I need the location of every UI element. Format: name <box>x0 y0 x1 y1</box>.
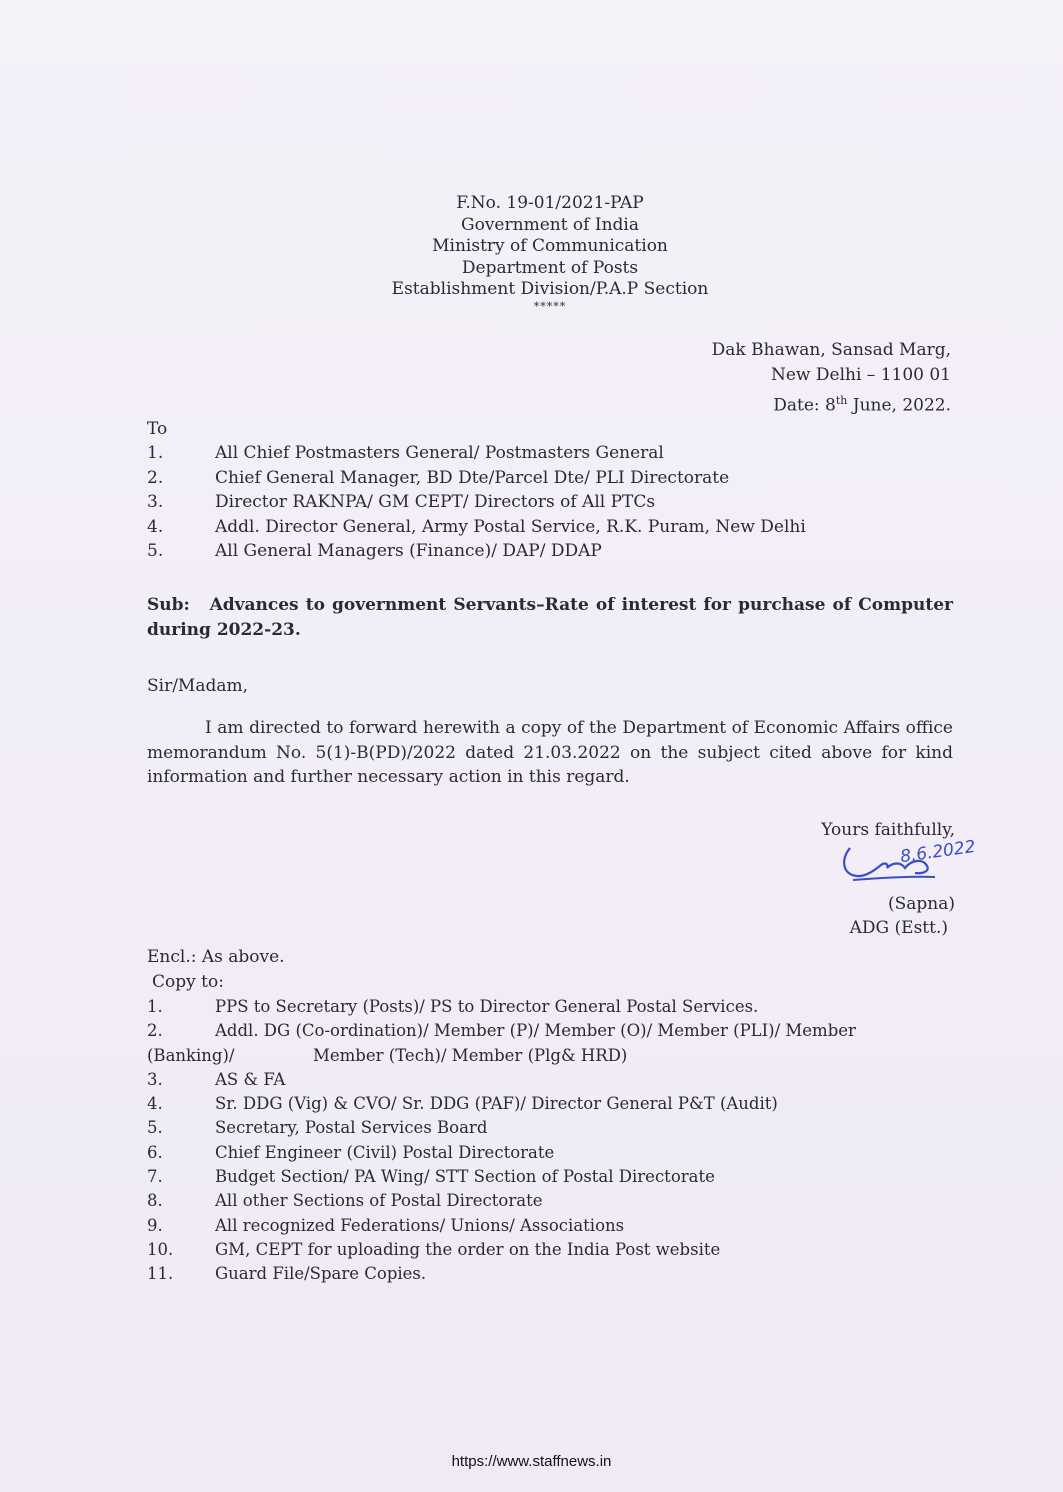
subject-line: Sub: Advances to government Servants–Rate of interest for purchase of Computer during 2022-23. <box>147 595 953 640</box>
list-item <box>147 1165 856 1189</box>
division-name: Establishment Division/P.A.P Section <box>391 279 709 299</box>
item-number: 9. <box>147 1215 163 1235</box>
item-text: AS & FA <box>215 1069 286 1089</box>
header-stars: ***** <box>533 299 567 313</box>
list-item <box>147 466 806 491</box>
item-text: Guard File/Spare Copies. <box>215 1264 427 1284</box>
item-number: 3. <box>147 1069 163 1089</box>
list-item <box>147 995 856 1019</box>
item-text-cont2: Member (Tech)/ Member (Plg& HRD) <box>313 1045 628 1065</box>
item-number: 5. <box>147 1118 163 1138</box>
list-item <box>147 1116 856 1140</box>
item-number: 2. <box>147 467 164 488</box>
copy-to-list <box>147 995 856 1287</box>
item-text: Chief General Manager, BD Dte/Parcel Dte/ PLI Directorate <box>215 467 730 488</box>
body-paragraph: I am directed to forward herewith a copy of the Department of Economic Affairs office memorandum No. 5(1)-B(PD)/2022 dated 21.03.2022 on the subject cited above for kind information and further necessary action in this regard. <box>147 718 953 787</box>
signatory-name: (Sapna) <box>887 894 955 914</box>
item-number: 3. <box>147 492 164 512</box>
list-item <box>147 441 806 466</box>
item-number: 4. <box>147 1094 163 1114</box>
to-label: To <box>147 419 168 439</box>
item-number: 8. <box>147 1191 163 1211</box>
list-item <box>147 490 806 515</box>
letter-header <box>300 193 800 313</box>
item-text: Secretary, Postal Services Board <box>215 1118 488 1138</box>
ministry-name: Ministry of Communication <box>432 236 668 256</box>
item-text: GM, CEPT for uploading the order on the India Post website <box>215 1239 721 1259</box>
item-text: All Chief Postmasters General/ Postmasters General <box>215 443 664 463</box>
item-number: 1. <box>147 443 164 463</box>
item-text: Addl. Director General, Army Postal Service, R.K. Puram, New Delhi <box>215 516 806 537</box>
address-block <box>712 338 951 419</box>
list-item <box>147 1189 856 1213</box>
enclosure: Encl.: As above. <box>147 947 285 967</box>
list-item-continuation <box>147 1044 856 1068</box>
address-line-1: Dak Bhawan, Sansad Marg, <box>711 340 951 360</box>
address-line-2: New Delhi – 1100 01 <box>770 365 951 385</box>
recipient-list <box>147 441 806 564</box>
item-text: Budget Section/ PA Wing/ STT Section of Postal Directorate <box>215 1167 715 1187</box>
item-text: All recognized Federations/ Unions/ Associations <box>215 1215 625 1235</box>
list-item <box>147 1262 856 1286</box>
item-number: 10. <box>147 1239 174 1259</box>
list-item <box>147 1068 856 1092</box>
item-text: Director RAKNPA/ GM CEPT/ Directors of All PTCs <box>215 492 656 512</box>
item-text: Addl. DG (Co-ordination)/ Member (P)/ Member (O)/ Member (PLI)/ Member <box>215 1021 856 1041</box>
copy-to-label: Copy to: <box>152 972 224 992</box>
item-text: All other Sections of Postal Directorate <box>215 1191 543 1211</box>
item-text: Chief Engineer (Civil) Postal Directorate <box>215 1142 555 1162</box>
letter-date: Date: 8th June, 2022. <box>773 394 951 416</box>
item-number: 4. <box>147 516 164 537</box>
item-number: 2. <box>147 1021 163 1041</box>
item-text: PPS to Secretary (Posts)/ PS to Director General Postal Services. <box>215 997 759 1016</box>
item-number: 6. <box>147 1142 163 1162</box>
item-number: 7. <box>147 1167 163 1187</box>
department-name: Department of Posts <box>461 257 639 278</box>
closing: Yours faithfully, <box>821 820 955 840</box>
item-text-cont: (Banking)/ <box>147 1045 235 1065</box>
list-item <box>147 539 806 564</box>
list-item <box>147 1141 856 1165</box>
salutation: Sir/Madam, <box>147 676 249 696</box>
file-number: F.No. 19-01/2021-PAP <box>456 193 644 213</box>
item-number: 11. <box>147 1264 174 1284</box>
list-item <box>147 1019 856 1043</box>
list-item <box>147 515 806 540</box>
handwritten-date: 8.6.2022 <box>898 836 977 868</box>
govt-name: Government of India <box>461 214 639 235</box>
signatory-designation: ADG (Estt.) <box>849 918 948 938</box>
item-number: 1. <box>147 997 163 1016</box>
item-text: All General Managers (Finance)/ DAP/ DDAP <box>215 541 602 561</box>
list-item <box>147 1214 856 1238</box>
item-text: Sr. DDG (Vig) & CVO/ Sr. DDG (PAF)/ Director General P&T (Audit) <box>215 1094 778 1114</box>
list-item <box>147 1238 856 1262</box>
footer-url[interactable]: https://www.staffnews.in <box>451 1453 612 1470</box>
item-number: 5. <box>147 541 164 561</box>
list-item <box>147 1092 856 1116</box>
